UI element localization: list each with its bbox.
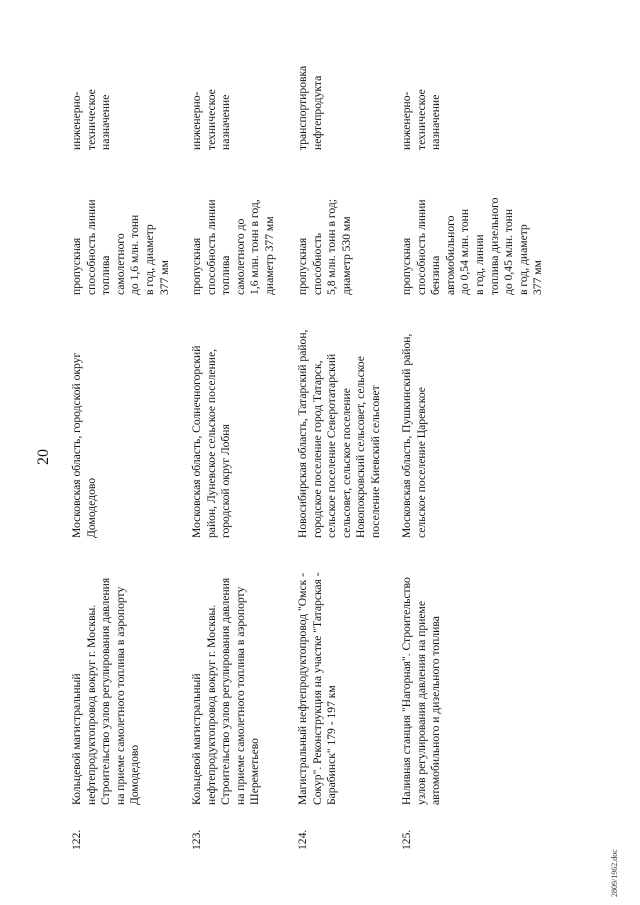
object-name: Кольцевой магистральный нефтепродуктопровод вокруг г. Москвы. Строительство узлов регулирования давления на приеме самолетного топлива в аэропорту Домодедово <box>70 577 142 805</box>
object-characteristics: пропускная способность 5,8 млн. тонн в год; диаметр 530 мм <box>296 199 353 295</box>
object-characteristics: пропускная способность линии топлива самолетного до 1,6 млн. тонн в год, диаметр 377 мм <box>190 199 276 295</box>
object-characteristics: пропускная способность линии бензина автомобильного до 0,54 млн. тонн в год, линии топлива дизельного до 0,45 млн. тонн в год, диаметр 377 мм <box>400 197 545 295</box>
document-code: 2809/1962.doc <box>610 849 619 897</box>
object-location: Московская область, Солнечногорский район, Луневское сельское поселение, городской округ Лобня <box>190 345 233 538</box>
object-name: Наливная станция "Нагорная". Строительство узлов регулирования давления на приеме автомобильного и дизельного топлива <box>400 577 443 805</box>
row-number: 123. <box>190 829 203 850</box>
object-purpose: инженерно- техническое назначение <box>70 89 113 150</box>
object-location: Московская область, Пушкинский район, сельское поселение Царевское <box>400 333 428 538</box>
object-name: Кольцевой магистральный нефтепродуктопровод вокруг г. Москвы. Строительство узлов регулирования давления на приеме самолетного топлива в аэропорту Шереметьево <box>190 577 262 805</box>
row-number: 124. <box>296 829 309 850</box>
page-number: 20 <box>35 449 52 465</box>
object-location: Московская область, городской округ Домодедово <box>70 352 98 538</box>
row-number: 125. <box>400 829 413 850</box>
object-characteristics: пропускная способность линии топлива самолетного до 1,6 млн. тонн в год, диаметр 377 мм <box>70 199 171 295</box>
object-purpose: инженерно- техническое назначение <box>400 89 443 150</box>
object-name: Магистральный нефтепродуктопровод "Омск - Сокур". Реконструкция на участке "Татарская - Барабинск" 179 - 197 км <box>296 572 339 805</box>
object-purpose: инженерно- техническое назначение <box>190 89 233 150</box>
object-location: Новосибирская область, Татарский район, городское поселение город Татарск, сельское поселение Северотатарский сельсовет, сельское поселение Новопокровский сельсовет, сельское поселение Киевский сельсовет <box>296 329 382 538</box>
row-number: 122. <box>70 829 83 850</box>
object-purpose: транспортировка нефтепродукта <box>296 65 324 150</box>
